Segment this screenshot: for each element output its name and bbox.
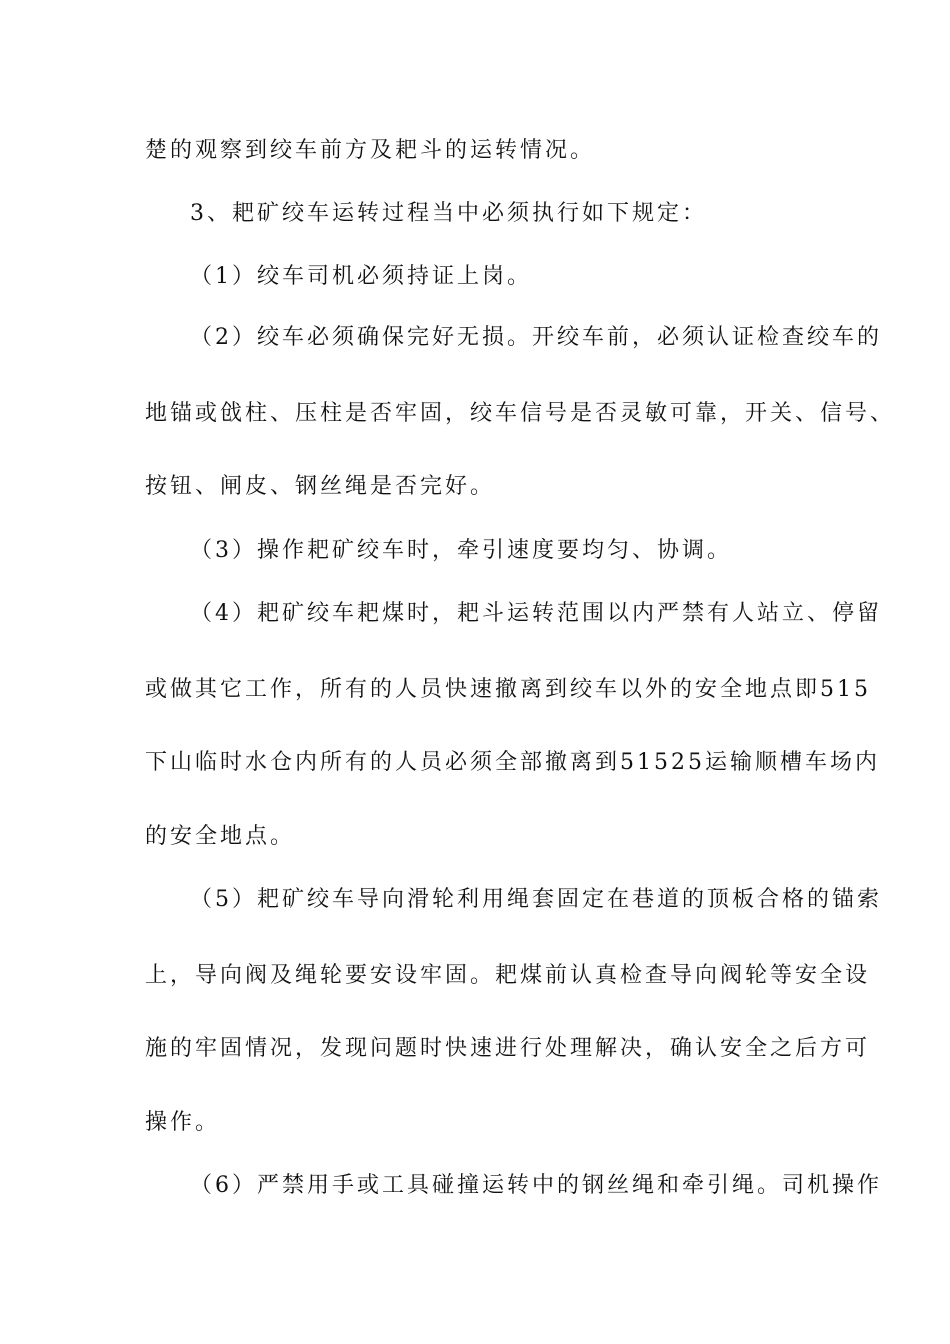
text-line: （6）严禁用手或工具碰撞运转中的钢丝绳和牵引绳。司机操作 bbox=[190, 1173, 882, 1198]
text-line: （1）绞车司机必须持证上岗。 bbox=[190, 264, 532, 289]
text-line: 或做其它工作，所有的人员快速撤离到绞车以外的安全地点即515 bbox=[145, 677, 871, 702]
text-line: 上，导向阀及绳轮要安设牢固。耙煤前认真检查导向阀轮等安全设 bbox=[145, 963, 871, 988]
text-line: 下山临时水仓内所有的人员必须全部撤离到51525运输顺槽车场内 bbox=[145, 750, 880, 775]
text-line: 地锚或戗柱、压柱是否牢固，绞车信号是否灵敏可靠，开关、信号、 bbox=[145, 401, 896, 426]
text-line: （4）耙矿绞车耙煤时，耙斗运转范围以内严禁有人站立、停留 bbox=[190, 601, 882, 626]
text-line: 楚的观察到绞车前方及耙斗的运转情况。 bbox=[145, 138, 596, 163]
text-line: 操作。 bbox=[145, 1110, 221, 1135]
text-line: （3）操作耙矿绞车时，牵引速度要均匀、协调。 bbox=[190, 538, 732, 563]
text-line: 的安全地点。 bbox=[145, 824, 296, 849]
text-line: 施的牢固情况，发现问题时快速进行处理解决，确认安全之后方可 bbox=[145, 1036, 871, 1061]
text-line: 按钮、闸皮、钢丝绳是否完好。 bbox=[145, 474, 496, 499]
text-line: （2）绞车必须确保完好无损。开绞车前，必须认证检查绞车的 bbox=[190, 325, 882, 350]
text-line: （5）耙矿绞车导向滑轮利用绳套固定在巷道的顶板合格的锚索 bbox=[190, 887, 882, 912]
text-line: 3、耙矿绞车运转过程当中必须执行如下规定： bbox=[190, 201, 707, 226]
